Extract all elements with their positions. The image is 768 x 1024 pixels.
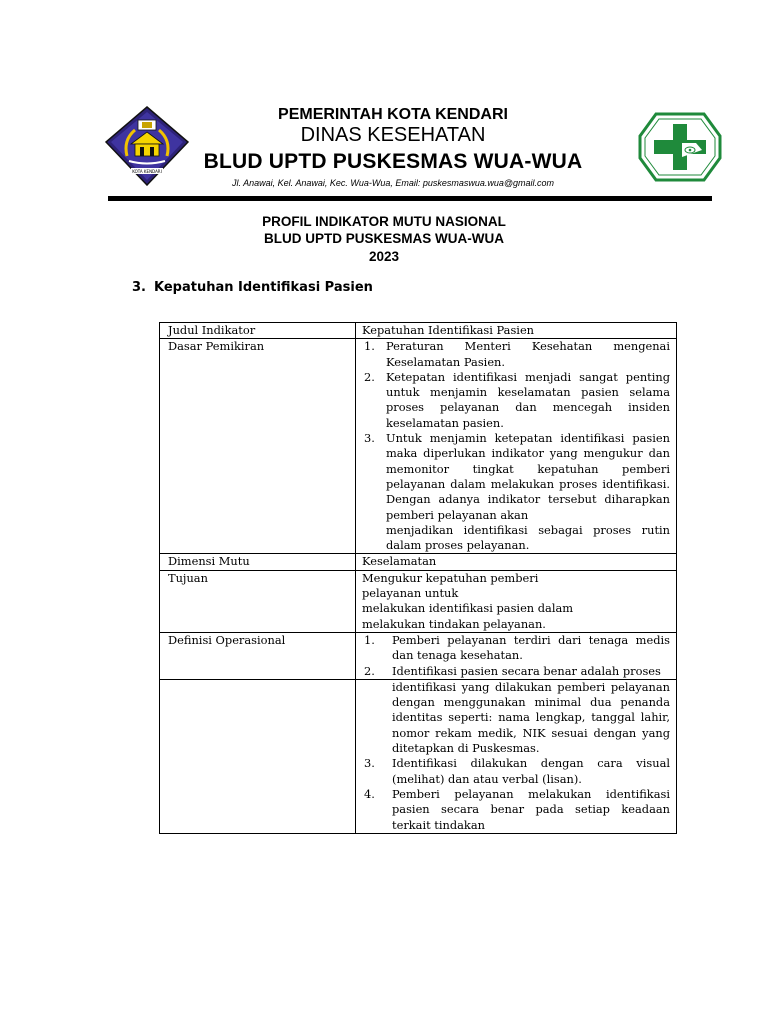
address-line: Jl. Anawai, Kel. Anawai, Kec. Wua-Wua, Email: puskesmaswua.wua@gmail.com [231, 178, 555, 188]
department-name: DINAS KESEHATAN [300, 124, 486, 146]
list-item: 2. Ketepatan identifikasi menjadi sangat penting untuk menjamin keselamatan pasien selama proses pelayanan dan mencegah insiden keselamatan pasien. [364, 369, 670, 430]
row-label: Dimensi Mutu [160, 554, 356, 570]
row-label [160, 679, 356, 833]
row-value: Mengukur kepatuhan pemberi pelayanan untuk melakukan identifikasi pasien dalam melakukan tindakan pelayanan. [356, 570, 677, 632]
section-heading [132, 280, 373, 295]
list-item: 3. Untuk menjamin ketepatan identifikasi pasien maka diperlukan indikator yang mengukur dan memonitor tingkat kepatuhan pemberi pelayanan dalam melakukan proses identifikasi. Dengan adanya indikator tersebut diharapkan pemberi pelayanan akan menjadikan identifikasi sebagai proses rutin dalam proses pelayanan. [364, 431, 670, 553]
table-row [160, 632, 677, 679]
kendari-city-emblem [105, 106, 189, 186]
row-value [356, 339, 677, 554]
list-item: 1. Pemberi pelayanan terdiri dari tenaga medis dan tenaga kesehatan. [364, 632, 670, 663]
government-name: PEMERINTAH KOTA KENDARI [278, 106, 508, 123]
puskesmas-logo [638, 112, 722, 182]
row-label: Tujuan [160, 570, 356, 632]
health-center-name: BLUD UPTD PUSKESMAS WUA-WUA [203, 150, 583, 173]
section-number: 3. [132, 280, 146, 295]
list-item: 1. Peraturan Menteri Kesehatan mengenai Keselamatan Pasien. [364, 339, 670, 369]
header-divider [108, 196, 712, 201]
list-item: 3. Identifikasi dilakukan dengan cara visual (melihat) dan atau verbal (lisan). [364, 756, 670, 786]
document-year: 2023 [368, 249, 400, 264]
continued-text: identifikasi yang dilakukan pemberi pelayanan dengan menggunakan minimal dua penanda identitas seperti: nama lengkap, tanggal lahir, nomor rekam medik, NIK sesuai dengan yang ditetapkan di Puskesmas. [392, 679, 670, 756]
list-item: 2. Identifikasi pasien secara benar adalah proses [364, 663, 661, 678]
table-row [160, 339, 677, 554]
row-label: Judul Indikator [160, 323, 356, 339]
table-row [160, 679, 677, 833]
document-subtitle: BLUD UPTD PUSKESMAS WUA-WUA [264, 231, 504, 246]
row-value [356, 632, 677, 679]
indicator-table [159, 322, 677, 834]
emblem-text: KOTA KENDARI [132, 169, 162, 174]
table-row [160, 323, 677, 339]
row-label: Dasar Pemikiran [160, 339, 356, 554]
table-row [160, 570, 677, 632]
document-title: PROFIL INDIKATOR MUTU NASIONAL [262, 214, 506, 229]
section-title: Kepatuhan Identifikasi Pasien [154, 280, 373, 295]
row-value [356, 679, 677, 833]
table-row [160, 554, 677, 570]
row-value: Kepatuhan Identifikasi Pasien [356, 323, 677, 339]
list-item: 4. Pemberi pelayanan melakukan identifikasi pasien secara benar pada setiap keadaan terkait tindakan [364, 786, 670, 832]
row-value: Keselamatan [356, 554, 677, 570]
row-label: Definisi Operasional [160, 632, 356, 679]
